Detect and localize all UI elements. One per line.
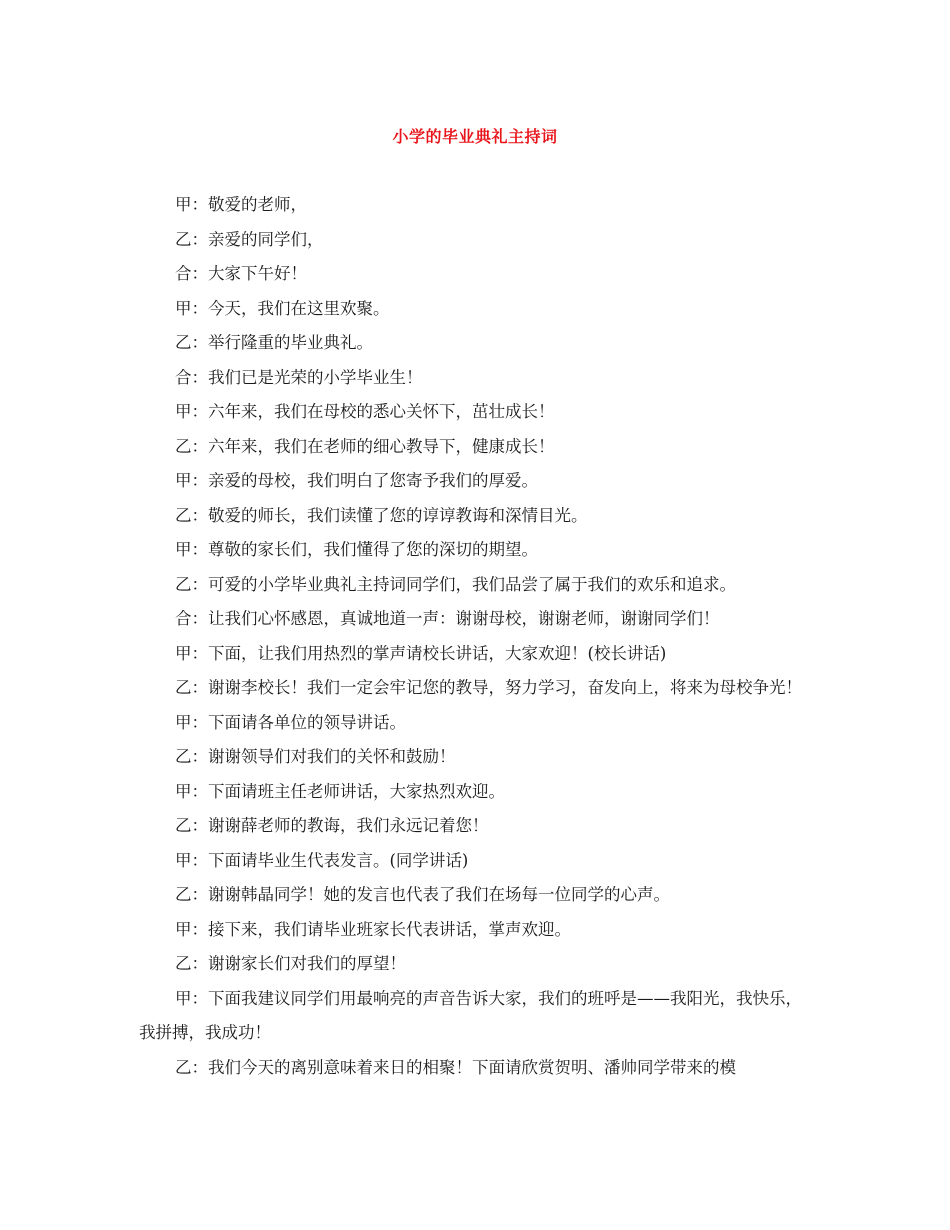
dialogue-line: 甲：接下来，我们请毕业班家长代表讲话，掌声欢迎。 [175,919,571,939]
dialogue-line: 甲：下面请毕业生代表发言。(同学讲话) [175,850,469,870]
document-body [139,188,815,1085]
dialogue-line: 乙：谢谢家长们对我们的厚望！ [175,954,406,973]
dialogue-line: 乙：敬爱的师长，我们读懂了您的谆谆教诲和深情目光。 [175,505,588,525]
dialogue-line: 合：让我们心怀感恩，真诚地道一声：谢谢母校，谢谢老师，谢谢同学们！ [175,609,720,628]
dialogue-line: 乙：谢谢薛老师的教诲，我们永远记着您！ [175,816,489,835]
dialogue-line: 甲：下面，让我们用热烈的掌声请校长讲话，大家欢迎！(校长讲话) [175,643,667,663]
dialogue-line: 甲：下面请各单位的领导讲话。 [175,712,406,732]
dialogue-line: 甲：亲爱的母校，我们明白了您寄予我们的厚爱。 [175,471,538,490]
dialogue-line: 乙：亲爱的同学们， [175,229,324,249]
dialogue-line: 甲：下面我建议同学们用最响亮的声音告诉大家，我们的班呼是——我阳光，我快乐，我拼搏，我成功！ [139,988,802,1042]
dialogue-line: 乙：谢谢李校长！我们一定会牢记您的教导，努力学习，奋发向上，将来为母校争光！ [175,678,802,697]
dialogue-line: 甲：下面请班主任老师讲话，大家热烈欢迎。 [175,781,505,801]
dialogue-line: 甲：尊敬的家长们，我们懂得了您的深切的期望。 [175,540,538,559]
dialogue-line: 合：大家下午好！ [175,264,307,283]
dialogue-line: 乙：谢谢韩晶同学！她的发言也代表了我们在场每一位同学的心声。 [175,885,670,904]
dialogue-line: 乙：可爱的小学毕业典礼主持词同学们，我们品尝了属于我们的欢乐和追求。 [175,574,736,594]
dialogue-line: 甲：六年来，我们在母校的悉心关怀下，茁壮成长！ [175,402,555,421]
dialogue-line: 乙：我们今天的离别意味着来日的相聚！下面请欣赏贺明、潘帅同学带来的模 [175,1057,736,1077]
dialogue-line: 合：我们已是光荣的小学毕业生！ [175,367,423,387]
dialogue-line: 甲：敬爱的老师， [175,195,307,214]
dialogue-line: 甲：今天，我们在这里欢聚。 [175,298,390,318]
dialogue-line: 乙：谢谢领导们对我们的关怀和鼓励！ [175,747,456,766]
document-title: 小学的毕业典礼主持词 [392,127,558,146]
dialogue-line: 乙：举行隆重的毕业典礼。 [175,333,373,352]
dialogue-line: 乙：六年来，我们在老师的细心教导下，健康成长！ [175,436,555,456]
